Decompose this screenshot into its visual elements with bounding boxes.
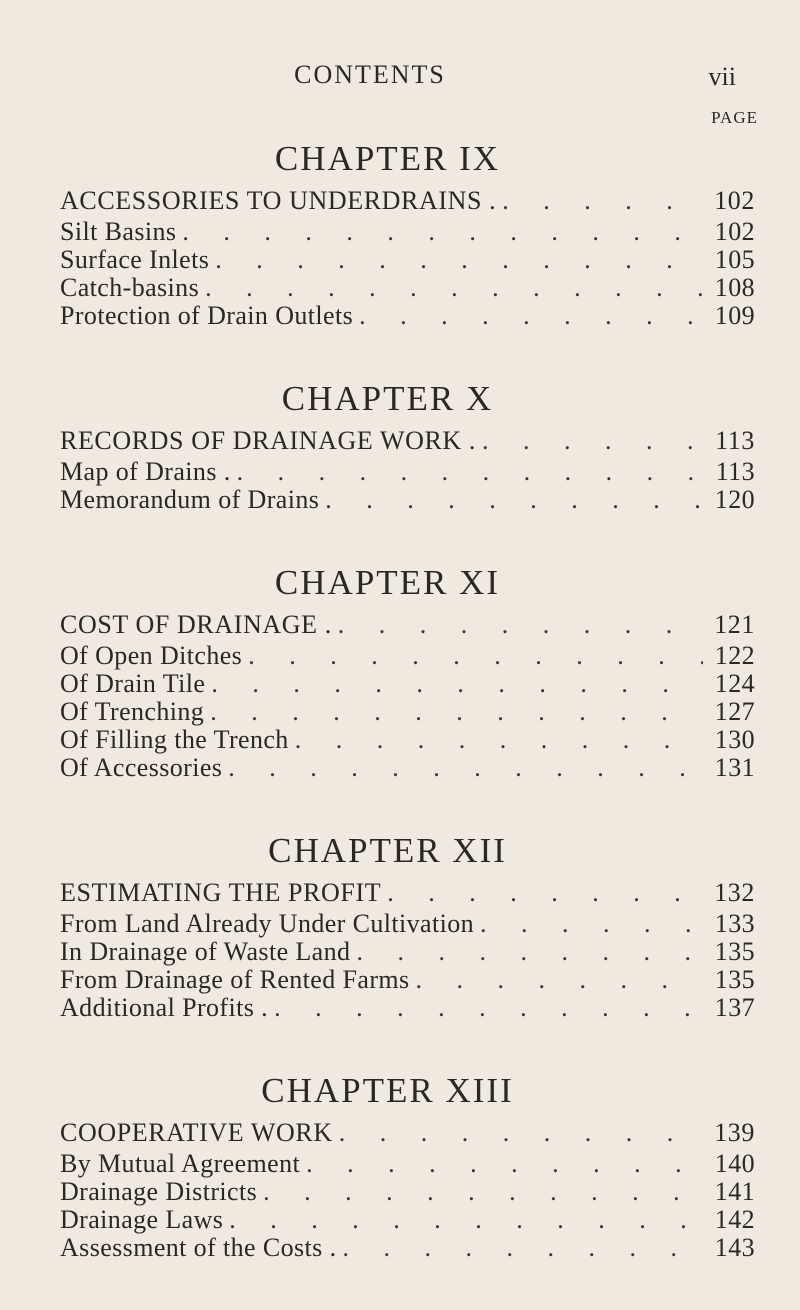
chapter-main-entry[interactable] [60,608,755,642]
entry-page-number: 122 [714,642,755,670]
entry-page-number: 130 [714,726,755,754]
entry-page-number: 137 [714,994,755,1022]
entry-title: Map of Drains . [60,458,231,486]
entry-page-number: 142 [714,1206,755,1234]
dot-leader [502,184,703,218]
entry-title: By Mutual Agreement [60,1150,301,1178]
chapter-main-entry[interactable] [60,424,755,458]
dot-leader [263,1178,703,1206]
toc-entry[interactable] [60,726,755,754]
toc-entry[interactable] [60,698,755,726]
dot-leader [205,274,703,302]
dot-leader [228,754,703,782]
entry-page-number: 139 [714,1118,755,1147]
page-column-label: PAGE [711,108,758,127]
dot-leader [215,246,703,274]
toc-entry[interactable] [60,994,755,1022]
chapter-section [60,138,755,330]
toc-entry[interactable] [60,642,755,670]
entry-title: Memorandum of Drains [60,486,320,514]
dot-leader [343,1234,704,1262]
dot-leader [248,642,703,670]
dot-leader [211,670,703,698]
entry-title: Drainage Districts [60,1178,258,1206]
table-of-contents [60,138,755,1310]
running-head [60,60,740,100]
entry-page-number: 135 [714,938,755,966]
chapter-section [60,378,755,514]
entry-page-number: 135 [714,966,755,994]
entry-title: ESTIMATING THE PROFIT [60,878,382,907]
entry-title: Additional Profits . [60,994,269,1022]
chapter-main-entry[interactable] [60,184,755,218]
entry-title: Protection of Drain Outlets [60,302,354,330]
toc-entry[interactable] [60,910,755,938]
entry-title: Drainage Laws [60,1206,224,1234]
toc-entry[interactable] [60,486,755,514]
toc-entry[interactable] [60,458,755,486]
entry-page-number: 102 [714,218,755,246]
dot-leader [356,938,703,966]
entry-title: Of Filling the Trench [60,726,289,754]
entry-page-number: 132 [714,878,755,907]
dot-leader [182,218,703,246]
entry-title: Of Open Ditches [60,642,243,670]
dot-leader [325,486,703,514]
toc-entry[interactable] [60,274,755,302]
toc-entry[interactable] [60,1178,755,1206]
entry-title: COOPERATIVE WORK [60,1118,333,1147]
chapter-main-entry[interactable] [60,1116,755,1150]
dot-leader [482,424,703,458]
dot-leader [480,910,703,938]
entry-title: Silt Basins [60,218,177,246]
entry-page-number: 127 [714,698,755,726]
chapter-heading: CHAPTER X [281,379,494,418]
entry-title: Catch-basins [60,274,200,302]
toc-entry[interactable] [60,938,755,966]
chapter-section [60,830,755,1022]
chapter-heading: CHAPTER XII [268,831,507,870]
toc-entry[interactable] [60,966,755,994]
toc-entry[interactable] [60,670,755,698]
chapter-heading: CHAPTER XI [274,563,501,602]
dot-leader [416,966,703,994]
dot-leader [339,1116,703,1150]
entry-page-number: 113 [715,458,755,486]
entry-title: Surface Inlets [60,246,210,274]
entry-title: Of Accessories [60,754,223,782]
toc-entry[interactable] [60,1206,755,1234]
entry-page-number: 109 [714,302,755,330]
chapter-section [60,1070,755,1262]
dot-leader [338,608,703,642]
entry-page-number: 140 [714,1150,755,1178]
dot-leader [387,876,703,910]
toc-entry[interactable] [60,246,755,274]
entry-title: From Drainage of Rented Farms [60,966,410,994]
chapter-main-entry[interactable] [60,876,755,910]
entry-title: RECORDS OF DRAINAGE WORK . [60,426,476,455]
entry-page-number: 131 [714,754,755,782]
dot-leader [295,726,703,754]
dot-leader [274,994,703,1022]
page-numeral: vii [708,62,736,91]
running-title: CONTENTS [294,60,446,89]
entry-title: From Land Already Under Cultivation [60,910,475,938]
entry-page-number: 133 [714,910,755,938]
chapter-heading: CHAPTER XIII [261,1071,514,1110]
entry-page-number: 113 [715,426,755,455]
toc-entry[interactable] [60,754,755,782]
toc-entry[interactable] [60,1234,755,1262]
entry-title: Of Trenching [60,698,205,726]
entry-page-number: 143 [714,1234,755,1262]
dot-leader [306,1150,703,1178]
entry-page-number: 120 [714,486,755,514]
entry-title: Of Drain Tile [60,670,206,698]
toc-entry[interactable] [60,302,755,330]
chapter-heading: CHAPTER IX [274,139,501,178]
entry-title: Assessment of the Costs . [60,1234,337,1262]
toc-entry[interactable] [60,218,755,246]
chapter-section [60,562,755,782]
dot-leader [359,302,703,330]
entry-page-number: 108 [714,274,755,302]
entry-title: COST OF DRAINAGE . [60,610,332,639]
entry-page-number: 121 [714,610,755,639]
entry-title: ACCESSORIES TO UNDERDRAINS . [60,186,497,215]
entry-page-number: 124 [714,670,755,698]
dot-leader [210,698,703,726]
toc-entry[interactable] [60,1150,755,1178]
entry-page-number: 141 [714,1178,755,1206]
dot-leader [237,458,703,486]
entry-page-number: 105 [714,246,755,274]
dot-leader [229,1206,703,1234]
entry-title: In Drainage of Waste Land [60,938,351,966]
entry-page-number: 102 [714,186,755,215]
